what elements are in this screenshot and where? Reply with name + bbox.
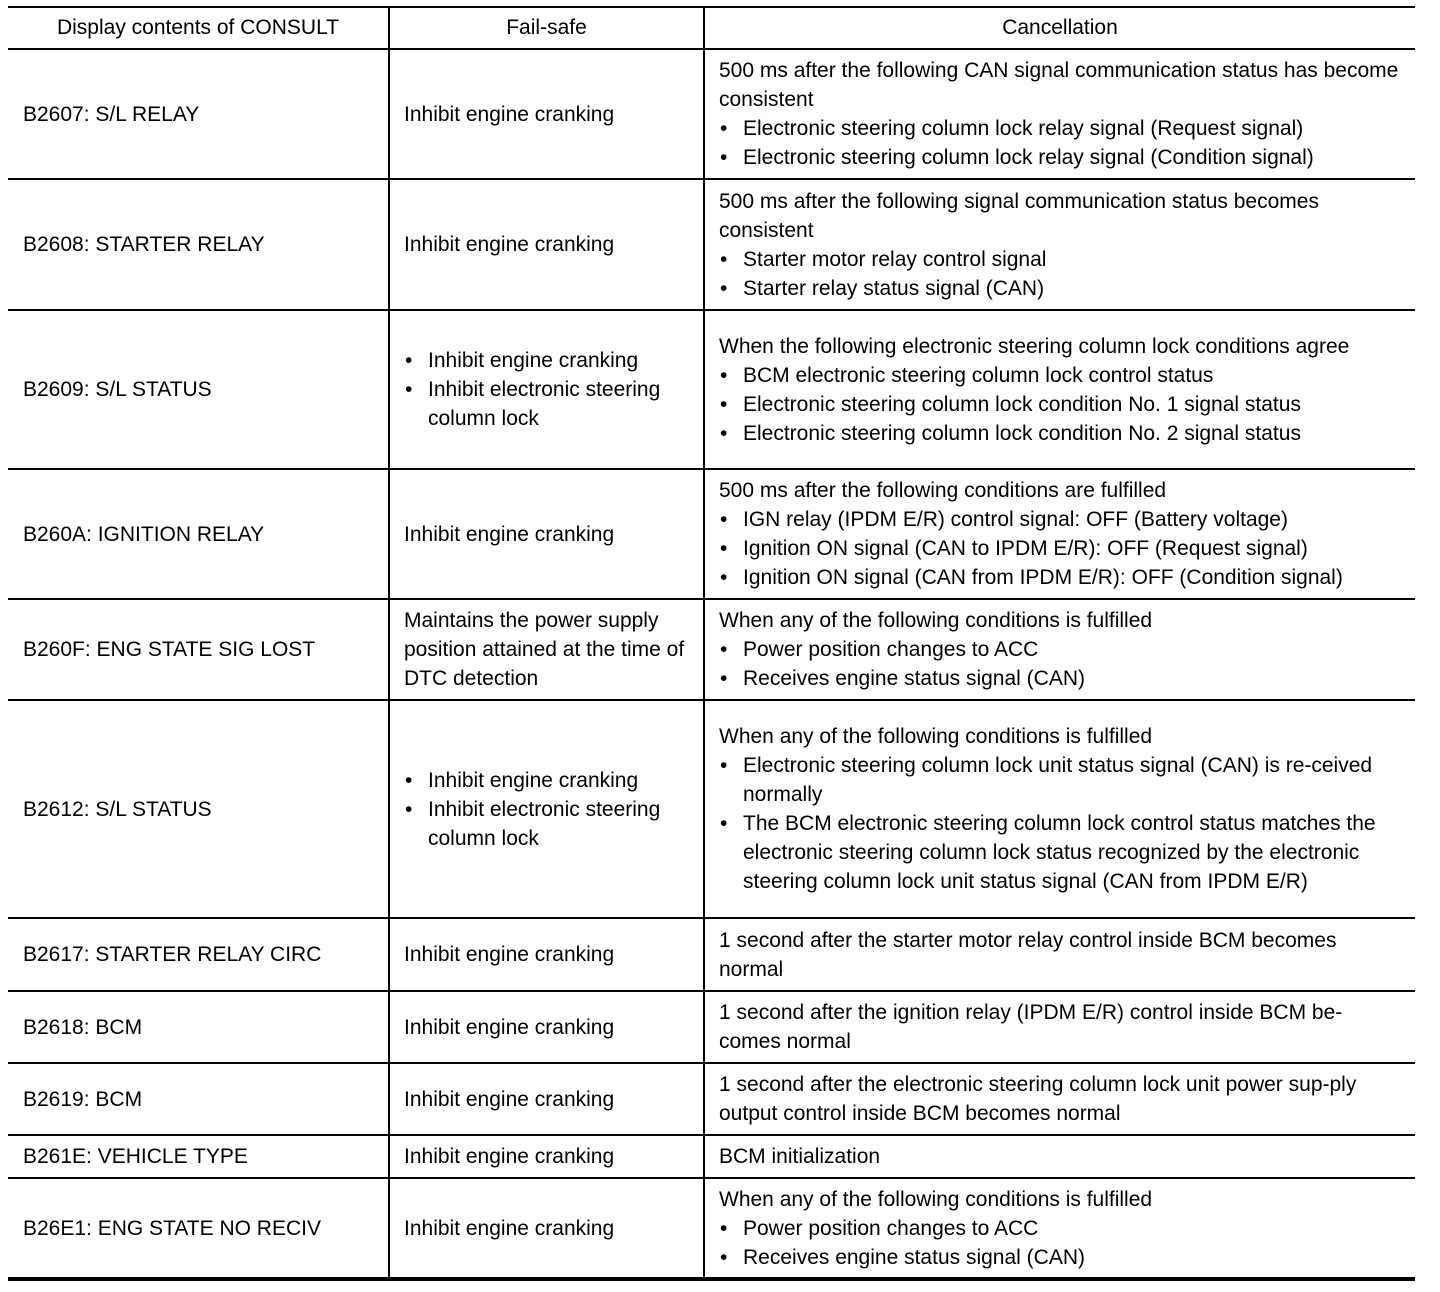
list-item: • Starter motor relay control signal bbox=[719, 245, 1401, 274]
fail-safe-text: Inhibit engine cranking bbox=[404, 522, 615, 546]
dtc-code-cell: B2619: BCM bbox=[8, 1063, 389, 1135]
fail-safe-text: Inhibit engine cranking bbox=[404, 1015, 615, 1039]
cancellation-text: 500 ms after the following signal communication status becomes consistent bbox=[719, 189, 1319, 242]
fail-safe-cell bbox=[389, 1135, 704, 1178]
list-item: • Starter relay status signal (CAN) bbox=[719, 274, 1401, 303]
cancellation-cell bbox=[704, 700, 1415, 918]
cancellation-text: 1 second after the ignition relay (IPDM E/R) control inside BCM be-comes normal bbox=[719, 1001, 1343, 1053]
fail-safe-cell bbox=[389, 469, 704, 599]
fail-safe-cell bbox=[389, 1063, 704, 1135]
dtc-code-cell: B2608: STARTER RELAY bbox=[8, 179, 389, 310]
cancellation-text: BCM initialization bbox=[719, 1145, 881, 1168]
table-row bbox=[8, 1063, 1415, 1135]
list-item: • Ignition ON signal (CAN from IPDM E/R): OFF (Condition signal) bbox=[719, 563, 1401, 592]
cancellation-list bbox=[719, 114, 1401, 172]
dtc-code-cell: B2612: S/L STATUS bbox=[8, 700, 389, 918]
cancellation-list bbox=[719, 635, 1401, 693]
table-row bbox=[8, 1178, 1415, 1279]
cancellation-cell bbox=[704, 918, 1415, 991]
fail-safe-cell bbox=[389, 310, 704, 469]
table-header-row bbox=[8, 7, 1415, 49]
fail-safe-list bbox=[404, 766, 689, 853]
table-row bbox=[8, 918, 1415, 991]
list-item: • Ignition ON signal (CAN to IPDM E/R): OFF (Request signal) bbox=[719, 534, 1401, 563]
cancellation-list bbox=[719, 505, 1401, 592]
table-row bbox=[8, 179, 1415, 310]
cancellation-text: 1 second after the starter motor relay control inside BCM becomes normal bbox=[719, 928, 1337, 981]
list-item: • Power position changes to ACC bbox=[719, 635, 1401, 664]
cancellation-text: 500 ms after the following CAN signal communication status has become consistent bbox=[719, 59, 1399, 111]
fail-safe-text: Inhibit engine cranking bbox=[404, 102, 615, 126]
header-fail-safe: Fail-safe bbox=[389, 7, 704, 49]
cancellation-text: When any of the following conditions is fulfilled bbox=[719, 725, 1153, 748]
cancellation-cell bbox=[704, 1178, 1415, 1279]
cancellation-cell bbox=[704, 1135, 1415, 1178]
fail-safe-cell bbox=[389, 1178, 704, 1279]
cancellation-cell bbox=[704, 599, 1415, 700]
cancellation-list bbox=[719, 1214, 1401, 1272]
list-item: • Electronic steering column lock relay signal (Condition signal) bbox=[719, 143, 1401, 172]
fail-safe-text: Inhibit engine cranking bbox=[404, 1087, 615, 1111]
table-body bbox=[8, 49, 1415, 1279]
fail-safe-text: Inhibit engine cranking bbox=[404, 233, 615, 256]
cancellation-text: 1 second after the electronic steering column lock unit power sup-ply output control inside BCM becomes normal bbox=[719, 1073, 1357, 1125]
list-item: • Electronic steering column lock condition No. 2 signal status bbox=[719, 419, 1401, 448]
cancellation-list bbox=[719, 751, 1401, 896]
list-item: • The BCM electronic steering column lock control status matches the electronic steering column lock status recognized by the electronic steering column lock unit status signal (CAN from IPDM E/R) bbox=[719, 809, 1401, 896]
fail-safe-list bbox=[404, 346, 689, 433]
fail-safe-cell bbox=[389, 991, 704, 1063]
list-item: • Inhibit engine cranking bbox=[404, 346, 689, 375]
list-item: • Receives engine status signal (CAN) bbox=[719, 664, 1401, 693]
table-row bbox=[8, 700, 1415, 918]
list-item: • Inhibit electronic steering column lock bbox=[404, 375, 689, 433]
dtc-code-cell: B2609: S/L STATUS bbox=[8, 310, 389, 469]
table-row bbox=[8, 469, 1415, 599]
table-row bbox=[8, 991, 1415, 1063]
table-row bbox=[8, 1135, 1415, 1178]
cancellation-list bbox=[719, 245, 1401, 303]
table-row bbox=[8, 49, 1415, 179]
dtc-code-cell: B2617: STARTER RELAY CIRC bbox=[8, 918, 389, 991]
fail-safe-text: Inhibit engine cranking bbox=[404, 943, 615, 966]
dtc-code-cell: B26E1: ENG STATE NO RECIV bbox=[8, 1178, 389, 1279]
table-row bbox=[8, 599, 1415, 700]
cancellation-cell bbox=[704, 1063, 1415, 1135]
list-item: • Inhibit engine cranking bbox=[404, 766, 689, 795]
fail-safe-cell bbox=[389, 918, 704, 991]
fail-safe-text: Inhibit engine cranking bbox=[404, 1216, 615, 1240]
dtc-code-cell: B2607: S/L RELAY bbox=[8, 49, 389, 179]
list-item: • Electronic steering column lock condition No. 1 signal status bbox=[719, 390, 1401, 419]
cancellation-cell bbox=[704, 310, 1415, 469]
fail-safe-cell bbox=[389, 49, 704, 179]
fail-safe-text: Maintains the power supply position attained at the time of DTC detection bbox=[404, 609, 685, 690]
dtc-code-cell: B261E: VEHICLE TYPE bbox=[8, 1135, 389, 1178]
list-item: • Power position changes to ACC bbox=[719, 1214, 1401, 1243]
list-item: • Electronic steering column lock relay signal (Request signal) bbox=[719, 114, 1401, 143]
table-row bbox=[8, 310, 1415, 469]
list-item: • IGN relay (IPDM E/R) control signal: OFF (Battery voltage) bbox=[719, 505, 1401, 534]
cancellation-text: When any of the following conditions is fulfilled bbox=[719, 1187, 1153, 1211]
header-display-contents: Display contents of CONSULT bbox=[8, 7, 389, 49]
list-item: • BCM electronic steering column lock control status bbox=[719, 361, 1401, 390]
cancellation-cell bbox=[704, 469, 1415, 599]
dtc-code-cell: B260F: ENG STATE SIG LOST bbox=[8, 599, 389, 700]
cancellation-cell bbox=[704, 49, 1415, 179]
fail-safe-text: Inhibit engine cranking bbox=[404, 1145, 615, 1168]
cancellation-text: When the following electronic steering column lock conditions agree bbox=[719, 334, 1350, 358]
dtc-code-cell: B2618: BCM bbox=[8, 991, 389, 1063]
cancellation-cell bbox=[704, 179, 1415, 310]
dtc-code-cell: B260A: IGNITION RELAY bbox=[8, 469, 389, 599]
list-item: • Receives engine status signal (CAN) bbox=[719, 1243, 1401, 1272]
fail-safe-cell bbox=[389, 179, 704, 310]
cancellation-cell bbox=[704, 991, 1415, 1063]
list-item: • Electronic steering column lock unit status signal (CAN) is re-ceived normally bbox=[719, 751, 1401, 809]
list-item: • Inhibit electronic steering column lock bbox=[404, 795, 689, 853]
fail-safe-cell bbox=[389, 599, 704, 700]
cancellation-text: 500 ms after the following conditions are fulfilled bbox=[719, 479, 1167, 502]
cancellation-list bbox=[719, 361, 1401, 448]
cancellation-text: When any of the following conditions is fulfilled bbox=[719, 609, 1153, 632]
fail-safe-table bbox=[8, 6, 1415, 1281]
fail-safe-cell bbox=[389, 700, 704, 918]
header-cancellation: Cancellation bbox=[704, 7, 1415, 49]
